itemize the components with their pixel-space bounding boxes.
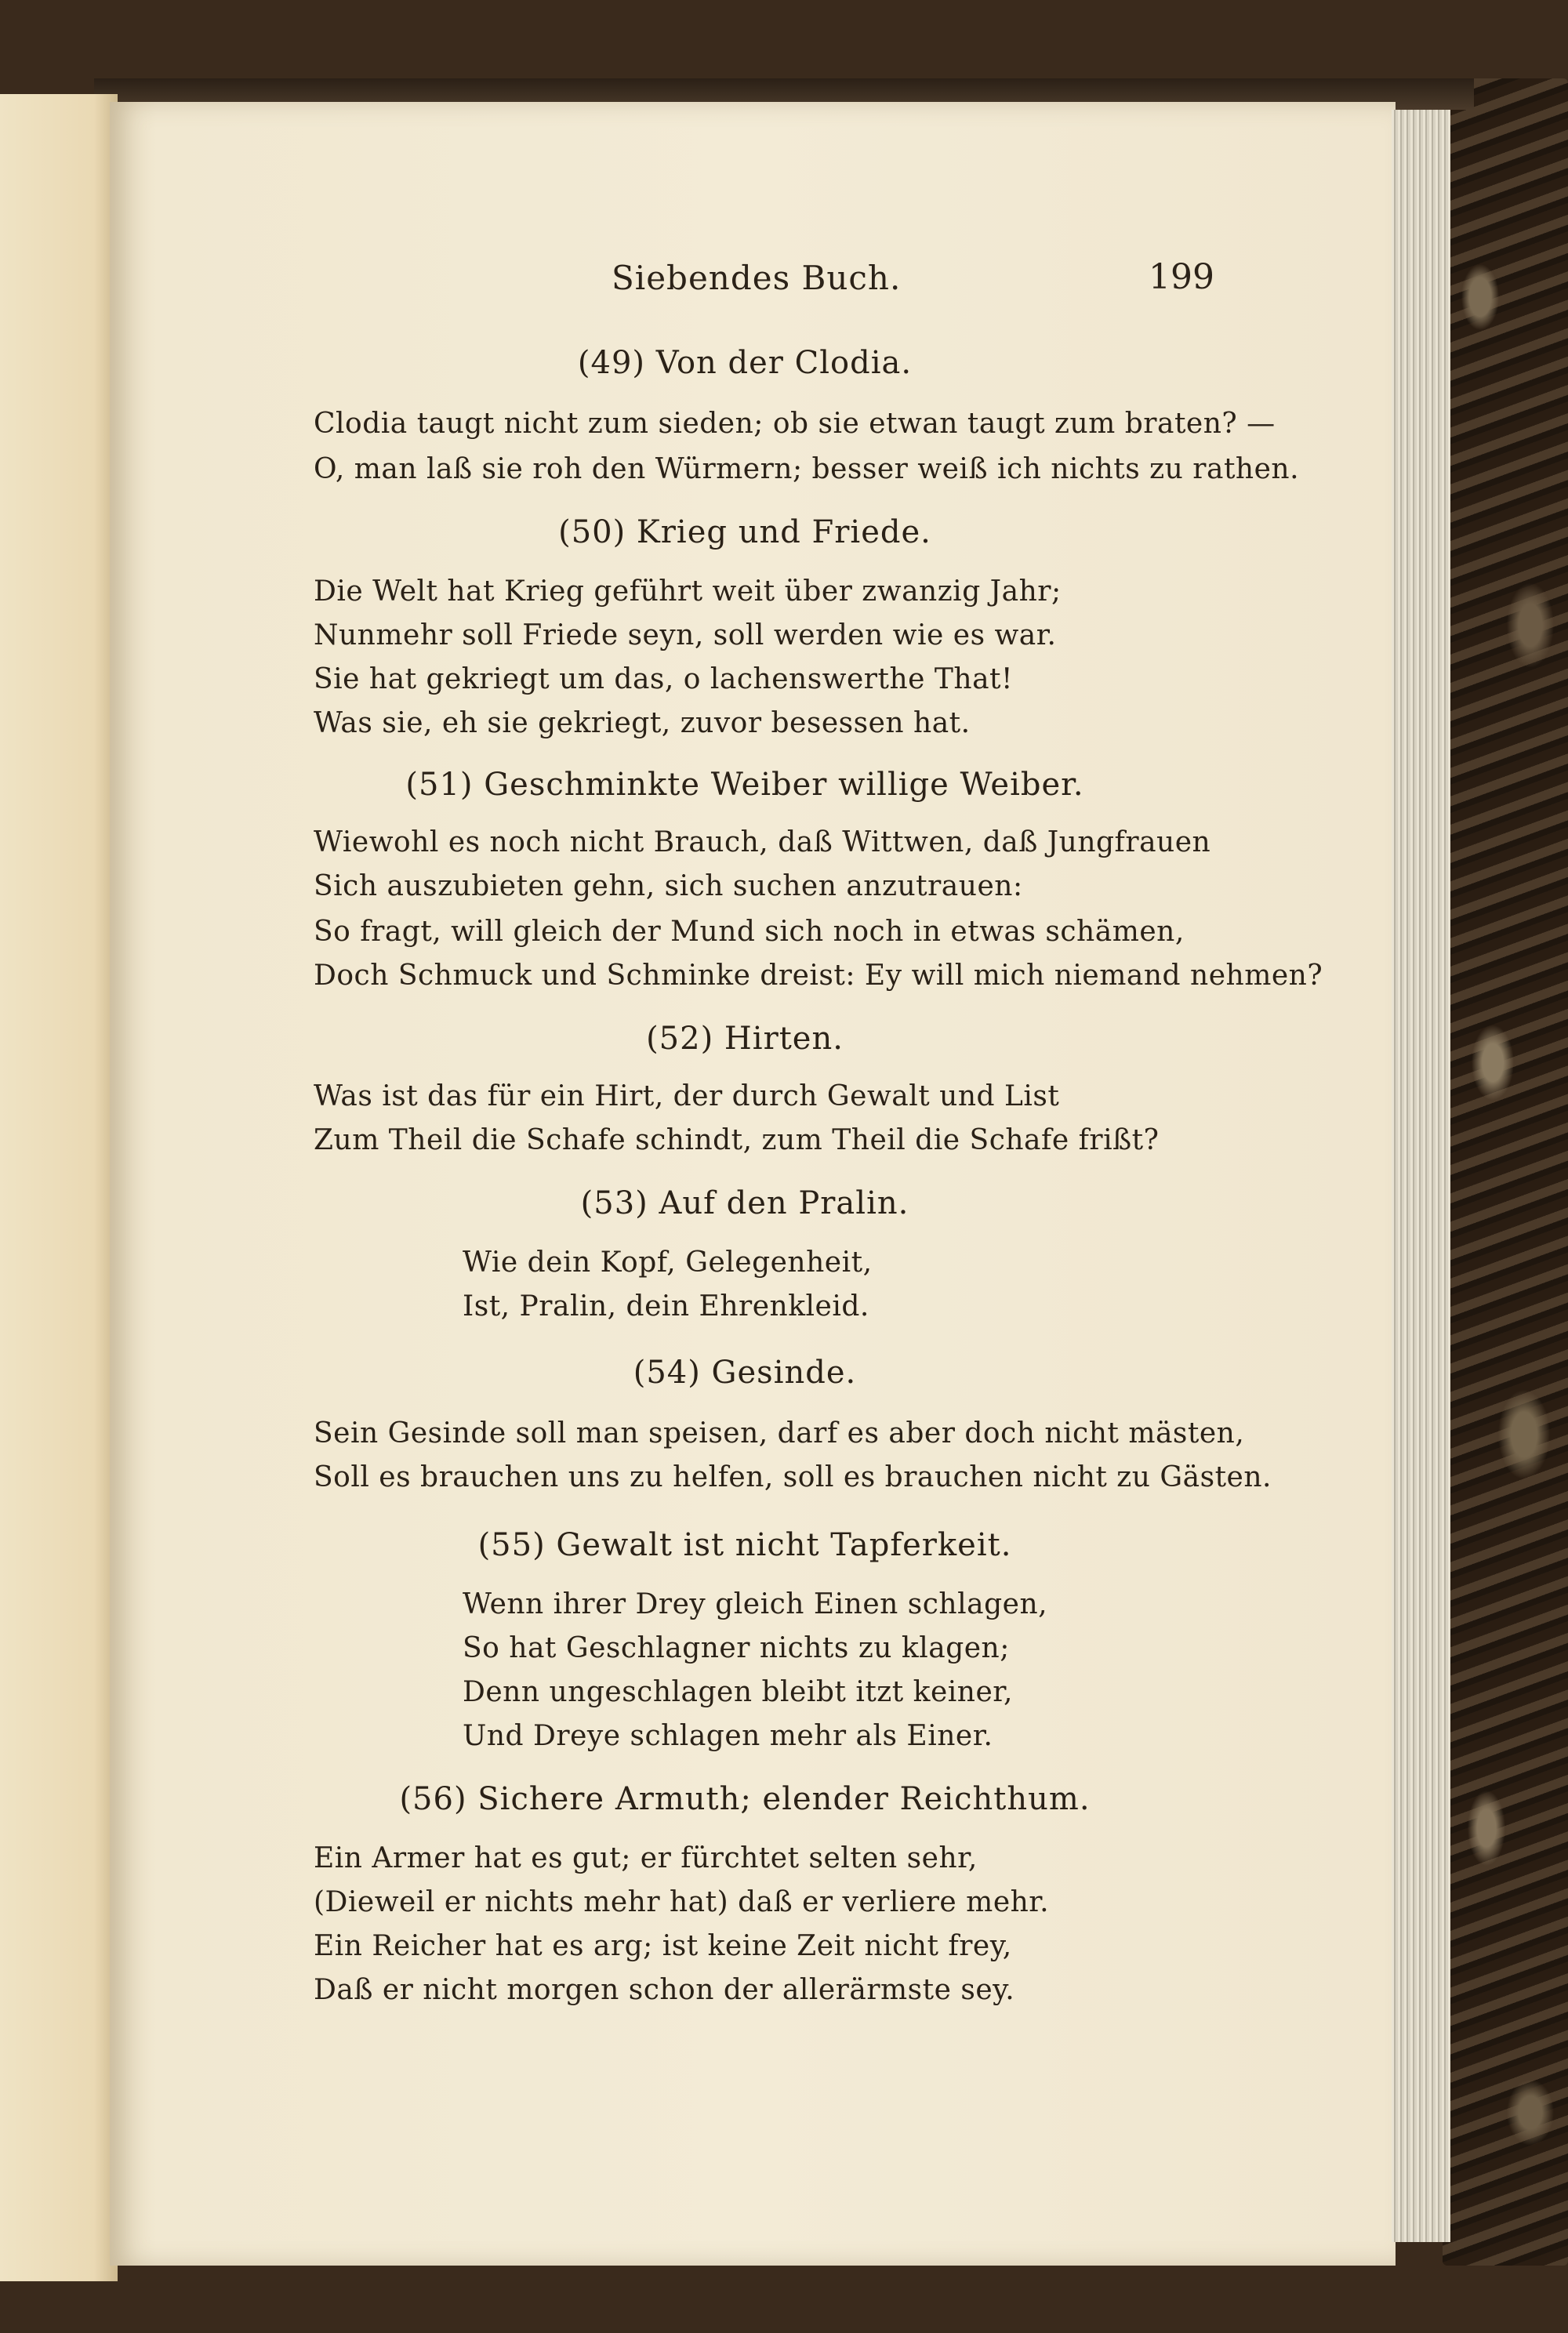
- poem-line: Sich auszubieten gehn, sich suchen anzutrauen:: [314, 870, 1023, 902]
- poem-line: Wenn ihrer Drey gleich Einen schlagen,: [463, 1588, 1048, 1620]
- poem-line: Denn ungeschlagen bleibt itzt keiner,: [463, 1676, 1013, 1708]
- poem-title: (55) Gewalt ist nicht Tapferkeit.: [477, 1527, 1012, 1563]
- poem-line: Soll es brauchen uns zu helfen, soll es brauchen nicht zu Gästen.: [314, 1461, 1272, 1493]
- page-edges: [1392, 110, 1450, 2242]
- poem-line: Die Welt hat Krieg geführt weit über zwanzig Jahr;: [314, 575, 1062, 608]
- poem-line: Und Dreye schlagen mehr als Einer.: [463, 1720, 993, 1752]
- poem-line: Was sie, eh sie gekriegt, zuvor besessen hat.: [314, 707, 971, 739]
- poem-title: (50) Krieg und Friede.: [558, 514, 931, 550]
- poem-line: (Dieweil er nichts mehr hat) daß er verliere mehr.: [314, 1886, 1050, 1918]
- poem-line: Ein Armer hat es gut; er fürchtet selten sehr,: [314, 1842, 978, 1874]
- poem-line: So hat Geschlagner nichts zu klagen;: [463, 1632, 1010, 1664]
- poem-line: Wiewohl es noch nicht Brauch, daß Wittwen, daß Jungfrauen: [314, 826, 1211, 858]
- poem-line: Doch Schmuck und Schminke dreist: Ey will mich niemand nehmen?: [314, 960, 1323, 992]
- poem-title: (54) Gesinde.: [633, 1355, 857, 1391]
- poem-title: (53) Auf den Pralin.: [580, 1185, 909, 1221]
- poem-title: (52) Hirten.: [646, 1021, 844, 1057]
- poem-line: Clodia taugt nicht zum sieden; ob sie etwan taugt zum braten? —: [314, 408, 1276, 440]
- poem-line: Was ist das für ein Hirt, der durch Gewalt und List: [314, 1080, 1060, 1112]
- page-number: 199: [1149, 257, 1214, 297]
- poem-line: Wie dein Kopf, Gelegenheit,: [463, 1246, 873, 1279]
- poem-title: (51) Geschminkte Weiber willige Weiber.: [405, 767, 1084, 803]
- poem-line: Daß er nicht morgen schon der allerärmste sey.: [314, 1974, 1015, 2006]
- poem-line: Ein Reicher hat es arg; ist keine Zeit nicht frey,: [314, 1930, 1012, 1962]
- poem-line: So fragt, will gleich der Mund sich noch in etwas schämen,: [314, 916, 1185, 948]
- running-title: Siebendes Buch.: [612, 259, 902, 297]
- poem-line: Sie hat gekriegt um das, o lachenswerthe That!: [314, 663, 1013, 695]
- poem-line: Nunmehr soll Friede seyn, soll werden wie es war.: [314, 619, 1057, 651]
- poem-line: Sein Gesinde soll man speisen, darf es aber doch nicht mästen,: [314, 1417, 1245, 1450]
- marbled-cover: [1443, 78, 1568, 2266]
- poem-line: O, man laß sie roh den Würmern; besser weiß ich nichts zu rathen.: [314, 453, 1300, 485]
- poem-title: (49) Von der Clodia.: [577, 345, 913, 381]
- previous-page-edge: [0, 94, 118, 2281]
- poem-line: Ist, Pralin, dein Ehrenkleid.: [463, 1290, 869, 1323]
- poem-line: Zum Theil die Schafe schindt, zum Theil die Schafe frißt?: [314, 1124, 1160, 1156]
- poem-title: (56) Sichere Armuth; elender Reichthum.: [399, 1781, 1091, 1817]
